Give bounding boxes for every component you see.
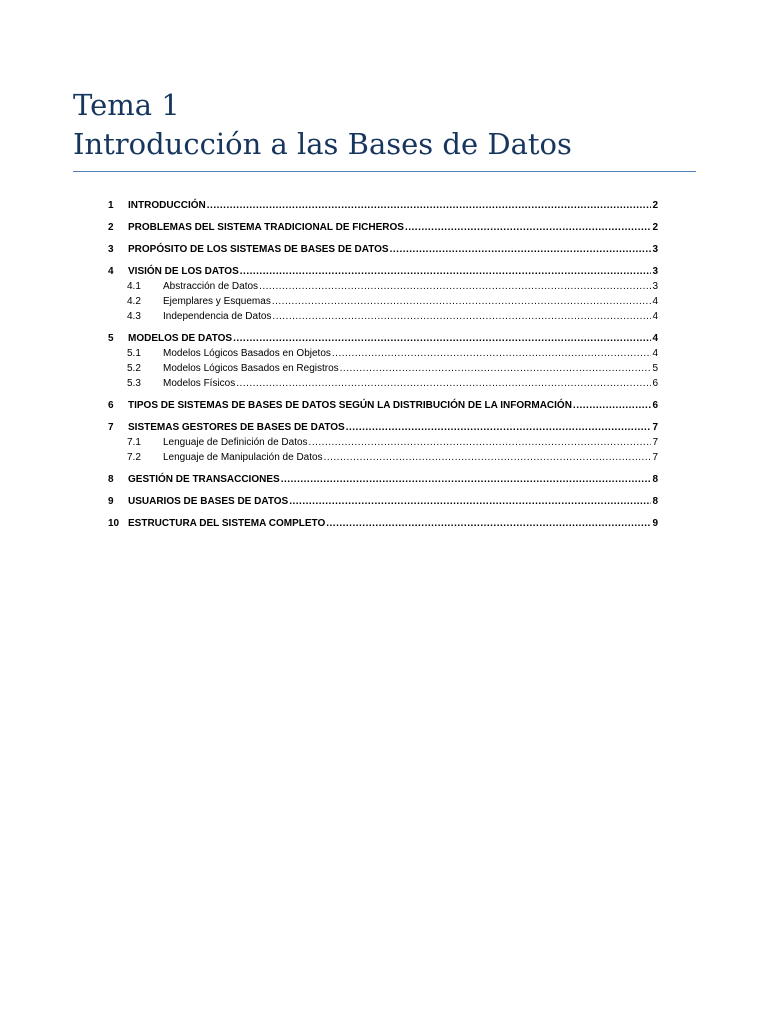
toc-entry-title: Modelos Físicos [163, 378, 236, 389]
toc-subentry[interactable] [108, 309, 658, 324]
toc-entry[interactable] [108, 198, 658, 213]
toc-entry-title: Independencia de Datos [163, 311, 272, 322]
toc-leader-dots [240, 264, 652, 279]
toc-entry-title: Lenguaje de Manipulación de Datos [163, 452, 323, 463]
toc-entry-page: 5 [652, 363, 658, 374]
toc-leader-dots [340, 361, 652, 376]
toc-entry-page: 4 [652, 333, 658, 344]
toc-leader-dots [390, 242, 652, 257]
toc-entry-number: 8 [108, 474, 114, 485]
toc-subentry[interactable] [108, 346, 658, 361]
toc-entry-page: 9 [652, 518, 658, 529]
toc-entry-page: 7 [652, 452, 658, 463]
toc-entry-title: SISTEMAS GESTORES DE BASES DE DATOS [128, 422, 345, 433]
toc-entry-page: 7 [652, 422, 658, 433]
toc-entry-number: 4 [108, 266, 114, 277]
toc-entry-number: 4.3 [127, 311, 141, 322]
toc-entry-number: 7 [108, 422, 114, 433]
toc-entry[interactable] [108, 242, 658, 257]
toc-entry-page: 2 [652, 222, 658, 233]
toc-entry[interactable] [108, 420, 658, 435]
title-divider [73, 171, 696, 172]
toc-entry-number: 4.1 [127, 281, 141, 292]
toc-leader-dots [272, 294, 652, 309]
toc-leader-dots [324, 450, 652, 465]
toc-entry-number: 4.2 [127, 296, 141, 307]
toc-leader-dots [233, 331, 651, 346]
toc-entry-page: 4 [652, 296, 658, 307]
toc-entry-number: 5 [108, 333, 114, 344]
toc-entry-title: GESTIÓN DE TRANSACCIONES [128, 474, 280, 485]
table-of-contents [108, 198, 658, 531]
toc-entry[interactable] [108, 494, 658, 509]
toc-entry-page: 7 [652, 437, 658, 448]
toc-entry-number: 5.3 [127, 378, 141, 389]
toc-entry-number: 10 [108, 518, 120, 529]
toc-leader-dots [405, 220, 651, 235]
toc-entry-page: 8 [652, 496, 658, 507]
toc-leader-dots [346, 420, 652, 435]
toc-entry[interactable] [108, 264, 658, 279]
toc-leader-dots [332, 346, 652, 361]
toc-entry-number: 5.2 [127, 363, 141, 374]
toc-subentry[interactable] [108, 435, 658, 450]
toc-leader-dots [309, 435, 652, 450]
toc-entry-title: INTRODUCCIÓN [128, 200, 206, 211]
toc-entry-page: 3 [652, 244, 658, 255]
title-line-2: Introducción a las Bases de Datos [73, 127, 572, 161]
toc-entry-title: Lenguaje de Definición de Datos [163, 437, 308, 448]
toc-entry-number: 2 [108, 222, 114, 233]
toc-entry-page: 2 [652, 200, 658, 211]
toc-entry-number: 3 [108, 244, 114, 255]
toc-leader-dots [259, 279, 651, 294]
toc-entry-number: 9 [108, 496, 114, 507]
toc-subentry[interactable] [108, 376, 658, 391]
toc-entry-number: 7.1 [127, 437, 141, 448]
toc-leader-dots [236, 376, 651, 391]
page-title [73, 86, 572, 164]
toc-entry-title: TIPOS DE SISTEMAS DE BASES DE DATOS SEGÚN LA DISTRIBUCIÓN DE LA INFORMACIÓN [128, 400, 572, 411]
toc-entry-number: 5.1 [127, 348, 141, 359]
toc-entry[interactable] [108, 220, 658, 235]
toc-entry-title: Ejemplares y Esquemas [163, 296, 271, 307]
toc-entry-title: USUARIOS DE BASES DE DATOS [128, 496, 289, 507]
toc-entry-title: Abstracción de Datos [163, 281, 259, 292]
toc-entry[interactable] [108, 331, 658, 346]
toc-subentry[interactable] [108, 279, 658, 294]
toc-entry-title: PROBLEMAS DEL SISTEMA TRADICIONAL DE FICHEROS [128, 222, 404, 233]
toc-entry-page: 4 [652, 348, 658, 359]
toc-leader-dots [272, 309, 651, 324]
toc-entry-title: Modelos Lógicos Basados en Registros [163, 363, 339, 374]
toc-entry[interactable] [108, 398, 658, 413]
toc-subentry[interactable] [108, 361, 658, 376]
toc-entry-title: ESTRUCTURA DEL SISTEMA COMPLETO [128, 518, 326, 529]
toc-entry-title: PROPÓSITO DE LOS SISTEMAS DE BASES DE DATOS [128, 244, 389, 255]
toc-leader-dots [573, 398, 652, 413]
toc-entry-page: 3 [652, 281, 658, 292]
toc-entry-page: 3 [652, 266, 658, 277]
toc-entry-number: 7.2 [127, 452, 141, 463]
toc-entry-page: 6 [652, 378, 658, 389]
toc-subentry[interactable] [108, 450, 658, 465]
toc-subentry[interactable] [108, 294, 658, 309]
toc-leader-dots [326, 516, 651, 531]
toc-leader-dots [207, 198, 652, 213]
toc-entry[interactable] [108, 472, 658, 487]
toc-entry-title: VISIÓN DE LOS DATOS [128, 266, 239, 277]
title-line-1: Tema 1 [73, 88, 180, 122]
toc-entry-page: 8 [652, 474, 658, 485]
toc-entry-number: 6 [108, 400, 114, 411]
toc-leader-dots [289, 494, 651, 509]
toc-entry-number: 1 [108, 200, 114, 211]
toc-entry-page: 6 [652, 400, 658, 411]
toc-entry-page: 4 [652, 311, 658, 322]
toc-entry[interactable] [108, 516, 658, 531]
toc-entry-title: Modelos Lógicos Basados en Objetos [163, 348, 331, 359]
toc-leader-dots [281, 472, 652, 487]
toc-entry-title: MODELOS DE DATOS [128, 333, 233, 344]
